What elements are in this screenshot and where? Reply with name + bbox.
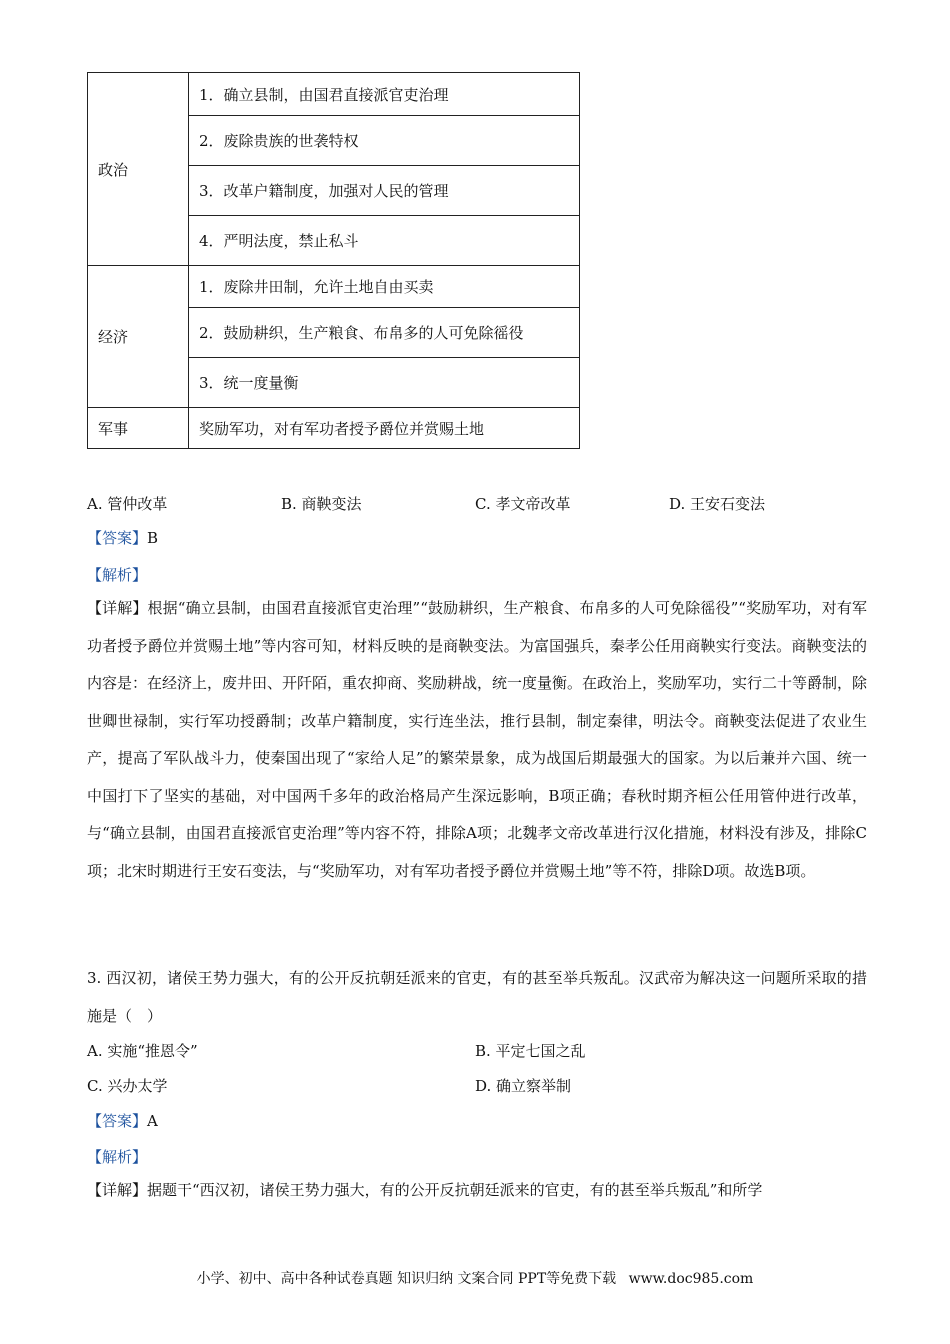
analysis-line <box>87 1146 147 1167</box>
question-3-stem: 3. 西汉初，诸侯王势力强大，有的公开反抗朝廷派来的官吏，有的甚至举兵叛乱。汉武帝为解决这一问题所采取的措施是（ ） <box>87 969 867 1025</box>
table-cell: 4．严明法度，禁止私斗 <box>189 216 580 266</box>
table-cell: 3．统一度量衡 <box>189 358 580 408</box>
detail-paragraph <box>87 1172 867 1210</box>
analysis-tag: 【解析】 <box>87 566 148 584</box>
option-b: B. 商鞅变法 <box>281 495 362 513</box>
answer-tag: 【答案】 <box>87 529 148 547</box>
detail-tag: 【详解】 <box>87 1181 148 1199</box>
answer-tag: 【答案】 <box>87 1112 148 1130</box>
table-cell: 奖励军功，对有军功者授予爵位并赏赐土地 <box>189 408 580 449</box>
category-cell: 政治 <box>88 73 189 266</box>
table-cell: 1．确立县制，由国君直接派官吏治理 <box>189 73 580 116</box>
answer-line <box>87 527 158 548</box>
detail-tag: 【详解】 <box>87 599 148 617</box>
option-a: A. 实施“推恩令” <box>87 1042 198 1060</box>
table-row <box>88 408 580 449</box>
footer-site-link[interactable]: www.doc985.com <box>628 1271 754 1287</box>
detail-text: 据题干“西汉初，诸侯王势力强大，有的公开反抗朝廷派来的官吏，有的甚至举兵叛乱”和所学 <box>147 1181 763 1199</box>
option-d: D. 确立察举制 <box>475 1077 572 1095</box>
answer-line <box>87 1110 158 1131</box>
option-b: B. 平定七国之乱 <box>475 1042 586 1060</box>
analysis-line <box>87 564 147 585</box>
option-c: C. 兴办太学 <box>87 1077 168 1095</box>
table-row <box>88 73 580 116</box>
table-row <box>88 266 580 308</box>
category-cell: 经济 <box>88 266 189 408</box>
category-cell: 军事 <box>88 408 189 449</box>
option-a: A. 管仲改革 <box>87 495 168 513</box>
table-cell: 1．废除井田制，允许土地自由买卖 <box>189 266 580 308</box>
analysis-tag: 【解析】 <box>87 1148 148 1166</box>
option-d: D. 王安石变法 <box>669 495 766 513</box>
table-cell: 2．废除贵族的世袭特权 <box>189 116 580 166</box>
reform-table <box>87 72 580 449</box>
answer-value: B <box>147 529 159 547</box>
detail-text: 根据“确立县制，由国君直接派官吏治理”“鼓励耕织，生产粮食、布帛多的人可免除徭役”“奖励军功，对有军功者授予爵位并赏赐土地”等内容可知，材料反映的是商鞅变法。为富国强兵，秦孝公任用商鞅实行变法。商鞅变法的内容是：在经济上，废井田、开阡陌，重农抑商、奖励耕战，统一度量衡。在政治上，奖励军功，实行二十等爵制，除世卿世禄制，实行军功授爵制；改革户籍制度，实行连坐法，推行县制，制定秦律，明法令。商鞅变法促进了农业生产，提高了军队战斗力，使秦国出现了“家给人足”的繁荣景象，成为战国后期最强大的国家。为以后兼并六国、统一中国打下了坚实的基础，对中国两千多年的政治格局产生深远影响，B项正确；春秋时期齐桓公任用管仲进行改革，与“确立县制，由国君直接派官吏治理”等内容不符，排除A项；北魏孝文帝改革进行汉化措施，材料没有涉及，排除C项；北宋时期进行王安石变法，与“奖励军功，对有军功者授予爵位并赏赐土地”等不符，排除D项。故选B项。 <box>87 599 868 880</box>
footer-text: 小学、初中、高中各种试卷真题 知识归纳 文案合同 PPT等免费下载 <box>196 1271 617 1287</box>
table-cell: 3．改革户籍制度，加强对人民的管理 <box>189 166 580 216</box>
page-footer <box>0 1268 950 1288</box>
table-cell: 2．鼓励耕织，生产粮食、布帛多的人可免除徭役 <box>189 308 580 358</box>
answer-value: A <box>147 1112 158 1130</box>
option-c: C. 孝文帝改革 <box>475 495 571 513</box>
detail-paragraph <box>87 590 867 890</box>
